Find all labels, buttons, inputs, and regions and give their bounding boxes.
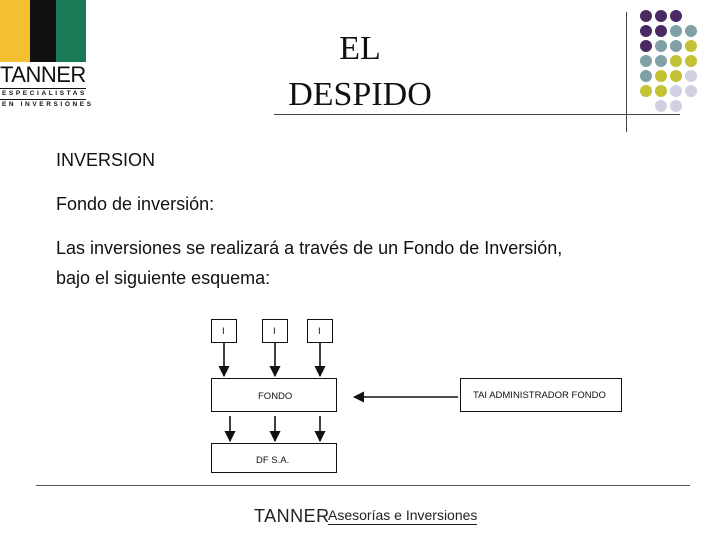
investor-box-3-label: I <box>318 326 321 337</box>
footer-divider <box>36 485 690 486</box>
title-line-2: DESPIDO <box>288 76 432 113</box>
footer-logo: TANNER <box>254 506 330 526</box>
investor-box-1-label: I <box>222 326 225 337</box>
logo-wordmark: TANNER <box>0 62 86 87</box>
paragraph-line-2: bajo el siguiente esquema: <box>56 268 271 288</box>
investor-box-2-label: I <box>273 326 276 337</box>
fund-box-label: FONDO <box>258 391 293 402</box>
df-box-label: DF S.A. <box>256 455 290 466</box>
footer-text: Asesorías e Inversiones <box>328 507 478 523</box>
section-subheading: Fondo de inversión: <box>56 194 215 214</box>
logo-subtitle-2: EN INVERSIONES <box>2 101 94 108</box>
paragraph-line-1: Las inversiones se realizará a través de un Fondo de Inversión, <box>56 238 563 258</box>
logo-subtitle-1: ESPECIALISTAS <box>2 90 87 97</box>
section-heading: INVERSION <box>56 150 156 170</box>
title-line-1: EL <box>339 30 381 67</box>
admin-box-label: TAI ADMINISTRADOR FONDO <box>473 390 606 401</box>
